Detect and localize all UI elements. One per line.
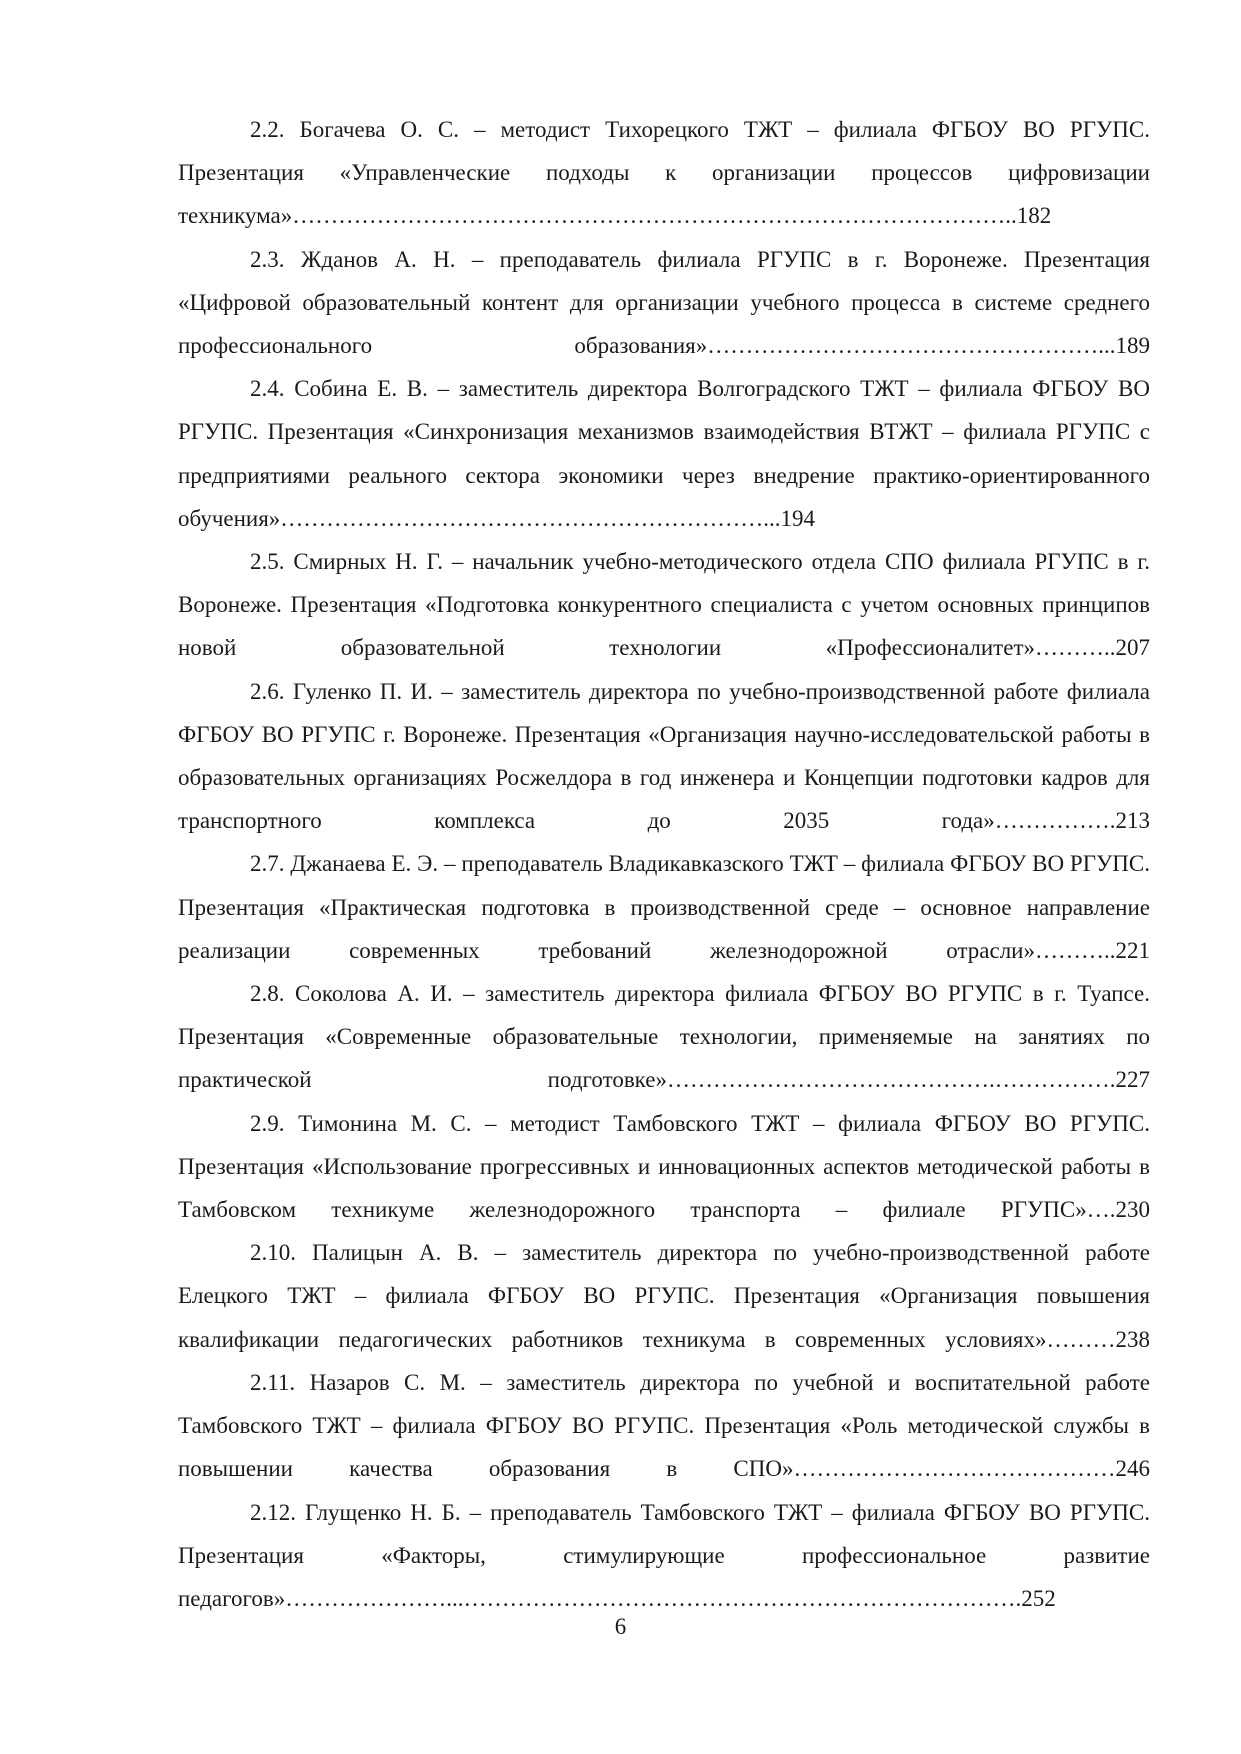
toc-entry-text: 2.7. Джанаева Е. Э. – преподаватель Владикавказского ТЖТ – филиала ФГБОУ ВО РГУПС. Презентация «Практическая подготовка в производственной среде – основное направление реализации современных требований железнодорожной отрасли»………..221 (178, 851, 1150, 963)
toc-entry-text: 2.2. Богачева О. С. – методист Тихорецкого ТЖТ – филиала ФГБОУ ВО РГУПС. Презентация «Управленческие подходы к организации процессов цифровизации техникума»…………………………………………………………………………………..182 (178, 117, 1150, 229)
toc-entry-2-8 (178, 972, 1150, 1102)
toc-entry-2-10 (178, 1231, 1150, 1361)
toc-entry-text: 2.3. Жданов А. Н. – преподаватель филиала РГУПС в г. Воронеже. Презентация «Цифровой образовательный контент для организации учебного процесса в системе среднего профессионального образования»……………………………………………...189 (178, 246, 1150, 359)
table-of-contents (178, 108, 1150, 1620)
toc-entry-2-2 (178, 108, 1150, 238)
toc-entry-2-6 (178, 670, 1150, 843)
toc-entry-text: 2.4. Собина Е. В. – заместитель директора Волгоградского ТЖТ – филиала ФГБОУ ВО РГУПС. Презентация «Синхронизация механизмов взаимодействия ВТЖТ – филиала РГУПС с предприятиями реального сектора экономики через внедрение практико-ориентированного обучения»………………………………………………………...194 (178, 376, 1150, 531)
toc-entry-2-4 (178, 367, 1150, 540)
toc-entry-text: 2.5. Смирных Н. Г. – начальник учебно-методического отдела СПО филиала РГУПС в г. Воронеже. Презентация «Подготовка конкурентного специалиста с учетом основных принципов новой образовательной технологии «Профессионалитет»………..207 (178, 549, 1150, 661)
toc-entry-2-11 (178, 1361, 1150, 1491)
toc-entry-text: 2.8. Соколова А. И. – заместитель директора филиала ФГБОУ ВО РГУПС в г. Туапсе. Презентация «Современные образовательные технологии, применяемые на занятиях по практической подготовке»…………………………………….…………….227 (178, 981, 1150, 1093)
toc-entry-text: 2.11. Назаров С. М. – заместитель директора по учебной и воспитательной работе Тамбовского ТЖТ – филиала ФГБОУ ВО РГУПС. Презентация «Роль методической службы в повышении качества образования в СПО»……………………………………246 (178, 1369, 1150, 1482)
page-number: 6 (614, 1614, 627, 1639)
toc-entry-text: 2.12. Глущенко Н. Б. – преподаватель Тамбовского ТЖТ – филиала ФГБОУ ВО РГУПС. Презентация «Факторы, стимулирующие профессиональное развитие педагогов»…………………...……………………………………………………………….252 (178, 1499, 1150, 1611)
toc-entry-text: 2.6. Гуленко П. И. – заместитель директора по учебно-производственной работе филиала ФГБОУ ВО РГУПС г. Воронеже. Презентация «Организация научно-исследовательской работы в образовательных организациях Росжелдора в год инженера и Концепции подготовки кадров для транспортного комплекса до 2035 года»…………….213 (178, 678, 1150, 834)
toc-entry-text: 2.9. Тимонина М. С. – методист Тамбовского ТЖТ – филиала ФГБОУ ВО РГУПС. Презентация «Использование прогрессивных и инновационных аспектов методической работы в Тамбовском техникуме железнодорожного транспорта – филиале РГУПС»….230 (178, 1110, 1150, 1223)
toc-entry-2-7 (178, 842, 1150, 972)
toc-entry-2-3 (178, 238, 1150, 368)
toc-entry-2-5 (178, 540, 1150, 670)
toc-entry-2-12 (178, 1491, 1150, 1621)
toc-entry-text: 2.10. Палицын А. В. – заместитель директора по учебно-производственной работе Елецкого ТЖТ – филиала ФГБОУ ВО РГУПС. Презентация «Организация повышения квалификации педагогических работников техникума в современных условиях»………238 (178, 1240, 1150, 1352)
toc-entry-2-9 (178, 1102, 1150, 1232)
